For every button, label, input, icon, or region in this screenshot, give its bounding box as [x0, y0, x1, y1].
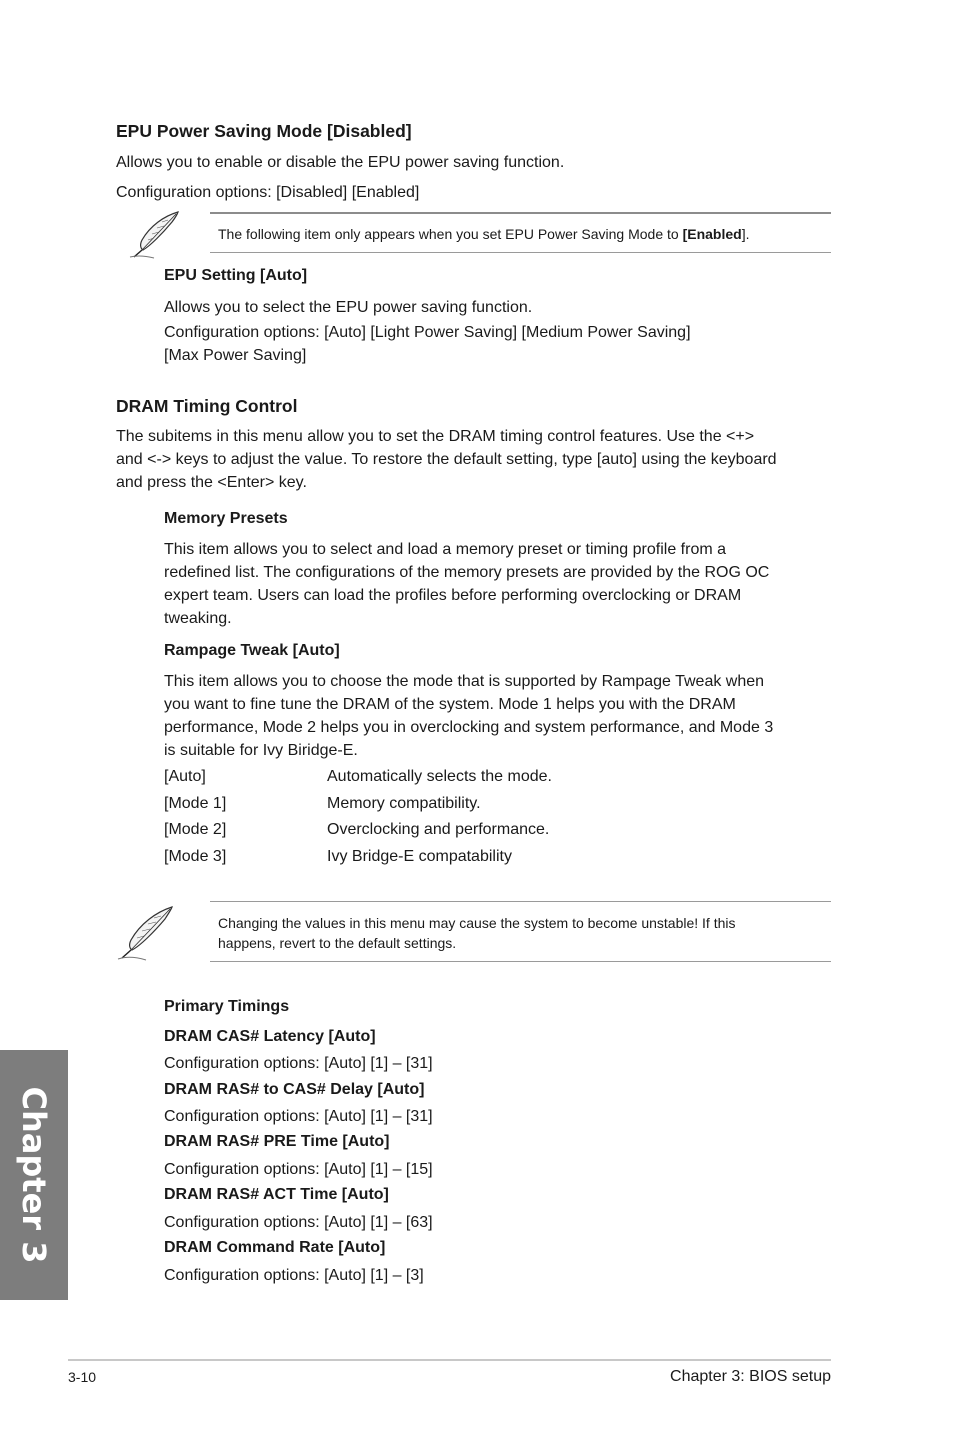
page-number: 3-10 — [68, 1369, 97, 1385]
mode-key: [Mode 2] — [164, 821, 227, 838]
dram-note-line2: happens, revert to the default settings. — [218, 935, 457, 951]
mode-value: Overclocking and performance. — [327, 821, 550, 838]
note-top-rule — [210, 212, 831, 214]
epu-description: Allows you to enable or disable the EPU power saving function. — [116, 154, 565, 171]
dram-heading: DRAM Timing Control — [116, 396, 298, 416]
chapter-side-tab — [0, 1050, 68, 1300]
note-bottom-rule — [210, 961, 831, 962]
rampage-tweak-line2: you want to fine tune the DRAM of the system. Mode 1 helps you with the DRAM — [164, 696, 736, 713]
timing-options: Configuration options: [Auto] [1] – [31] — [164, 1055, 433, 1072]
epu-note-bold: [Enabled — [682, 226, 742, 242]
dram-desc-line1: The subitems in this menu allow you to set the DRAM timing control features. Use the <+> — [116, 428, 755, 445]
epu-setting-heading: EPU Setting [Auto] — [164, 267, 308, 284]
note-bottom-rule — [210, 252, 831, 253]
primary-timings-heading: Primary Timings — [164, 998, 290, 1015]
timing-title: DRAM CAS# Latency [Auto] — [164, 1028, 376, 1045]
mode-value: Automatically selects the mode. — [327, 768, 552, 785]
dram-desc-line3: and press the <Enter> key. — [116, 474, 307, 491]
footer-rule — [68, 1359, 831, 1361]
mode-key: [Mode 3] — [164, 848, 227, 865]
epu-options: Configuration options: [Disabled] [Enabled] — [116, 184, 420, 201]
timing-title: DRAM Command Rate [Auto] — [164, 1239, 386, 1256]
mode-value: Memory compatibility. — [327, 795, 481, 812]
epu-setting-options-line1: Configuration options: [Auto] [Light Power Saving] [Medium Power Saving] — [164, 324, 691, 341]
footer-chapter-title: Chapter 3: BIOS setup — [670, 1368, 831, 1385]
rampage-tweak-line4: is suitable for Ivy Biridge-E. — [164, 742, 358, 759]
epu-setting-options-line2: [Max Power Saving] — [164, 347, 307, 364]
rampage-tweak-heading: Rampage Tweak [Auto] — [164, 642, 340, 659]
timing-title: DRAM RAS# to CAS# Delay [Auto] — [164, 1081, 425, 1098]
rampage-tweak-line3: performance, Mode 2 helps you in overclocking and system performance, and Mode 3 — [164, 719, 774, 736]
dram-desc-line2: and <-> keys to adjust the value. To restore the default setting, type [auto] using the keyboard — [116, 451, 777, 468]
feather-pen-icon — [128, 210, 182, 260]
memory-presets-heading: Memory Presets — [164, 510, 288, 527]
timing-title: DRAM RAS# PRE Time [Auto] — [164, 1133, 390, 1150]
rampage-tweak-line1: This item allows you to choose the mode that is supported by Rampage Tweak when — [164, 673, 765, 690]
epu-heading: EPU Power Saving Mode [Disabled] — [116, 121, 412, 141]
timing-options: Configuration options: [Auto] [1] – [31] — [164, 1108, 433, 1125]
timing-title: DRAM RAS# ACT Time [Auto] — [164, 1186, 389, 1203]
mode-key: [Mode 1] — [164, 795, 227, 812]
timing-options: Configuration options: [Auto] [1] – [63] — [164, 1214, 433, 1231]
epu-setting-description: Allows you to select the EPU power saving function. — [164, 299, 533, 316]
dram-note-line1: Changing the values in this menu may cause the system to become unstable! If this — [218, 915, 736, 931]
memory-presets-line3: expert team. Users can load the profiles before performing overclocking or DRAM — [164, 587, 742, 604]
epu-note-end: ]. — [741, 226, 750, 242]
timing-options: Configuration options: [Auto] [1] – [15] — [164, 1161, 433, 1178]
note-top-rule — [210, 901, 831, 902]
timing-options: Configuration options: [Auto] [1] – [3] — [164, 1267, 424, 1284]
memory-presets-line1: This item allows you to select and load a memory preset or timing profile from a — [164, 541, 727, 558]
memory-presets-line4: tweaking. — [164, 610, 232, 627]
feather-pen-icon — [114, 904, 176, 962]
mode-value: Ivy Bridge-E compatability — [327, 848, 512, 865]
chapter-side-tab-label: Chapter 3 — [15, 1086, 53, 1264]
epu-note — [218, 224, 749, 244]
epu-note-text: The following item only appears when you set EPU Power Saving Mode to — [218, 226, 683, 242]
memory-presets-line2: redefined list. The configurations of the memory presets are provided by the ROG OC — [164, 564, 770, 581]
mode-key: [Auto] — [164, 768, 206, 785]
